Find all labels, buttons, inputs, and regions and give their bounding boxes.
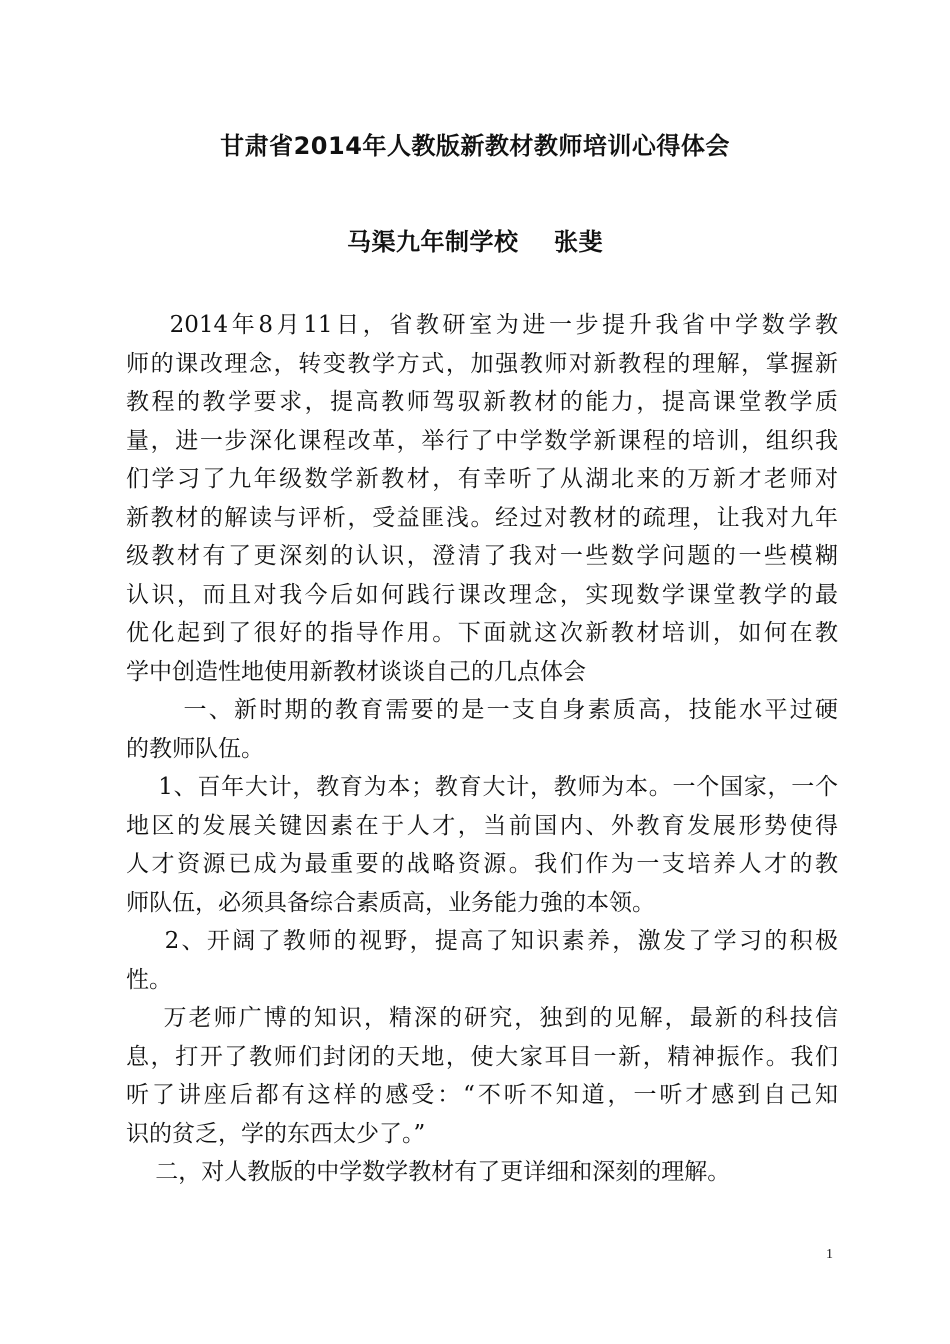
text-line: 二，对人教版的中学数学教材有了更详细和深刻的理解。 [126,1159,731,1185]
text-line: 1、百年大计，教育为本；教育大计，教师为本。一个国家，一个 [126,774,838,800]
text-line: 教程的教学要求，提高教师驾驭新教材的能力，提高课堂教学质 [126,389,838,415]
text-line: 2014年8月11日，省教研室为进一步提升我省中学数学教 [126,312,838,338]
text-line: 人才资源已成为最重要的战略资源。我们作为一支培养人才的教 [126,851,838,877]
page-number: 1 [826,1247,833,1262]
text-line: 2、开阔了教师的视野，提高了知识素养，激发了学习的积极 [126,928,838,954]
text-line: 学中创造性地使用新教材谈谈自己的几点体会 [126,658,586,685]
body-text [126,306,838,1192]
text-line: 听了讲座后都有这样的感受：“不听不知道，一听才感到自己知 [126,1082,838,1108]
author-line: 马渠九年制学校 张斐 [347,228,603,256]
text-line: 师的课改理念，转变教学方式，加强教师对新教程的理解，掌握新 [126,350,838,377]
text-line: 的教师队伍。 [126,735,264,762]
text-line: 认识，而且对我今后如何践行课改理念，实现数学课堂教学的最 [126,581,838,608]
text-line: 息，打开了教师们封闭的天地，使大家耳目一新，精神振作。我们 [126,1043,838,1070]
text-line: 们学习了九年级数学新教材，有幸听了从湖北来的万新才老师对 [126,466,838,492]
text-line: 新教材的解读与评析，受益匪浅。经过对教材的疏理，让我对九年 [126,504,838,531]
text-line: 万老师广博的知识，精深的研究，独到的见解，最新的科技信 [126,1005,838,1031]
text-line: 级教材有了更深刻的认识，澄清了我对一些数学问题的一些模糊 [126,543,838,569]
text-line: 优化起到了很好的指导作用。下面就这次新教材培训，如何在教 [126,620,838,646]
text-line: 一、新时期的教育需要的是一支自身素质高，技能水平过硬 [126,697,838,723]
text-line: 识的贫乏，学的东西太少了。” [126,1120,426,1147]
text-line: 师队伍，必须具备综合素质高，业务能力強的本领。 [126,889,655,916]
text-line: 地区的发展关键因素在于人才，当前国内、外教育发展形势使得 [126,812,838,839]
text-line: 量，进一步深化课程改革，举行了中学数学新课程的培训，组织我 [126,427,838,454]
text-line: 性。 [126,966,172,993]
document-title: 甘肃省2014年人教版新教材教师培训心得体会 [220,132,730,160]
